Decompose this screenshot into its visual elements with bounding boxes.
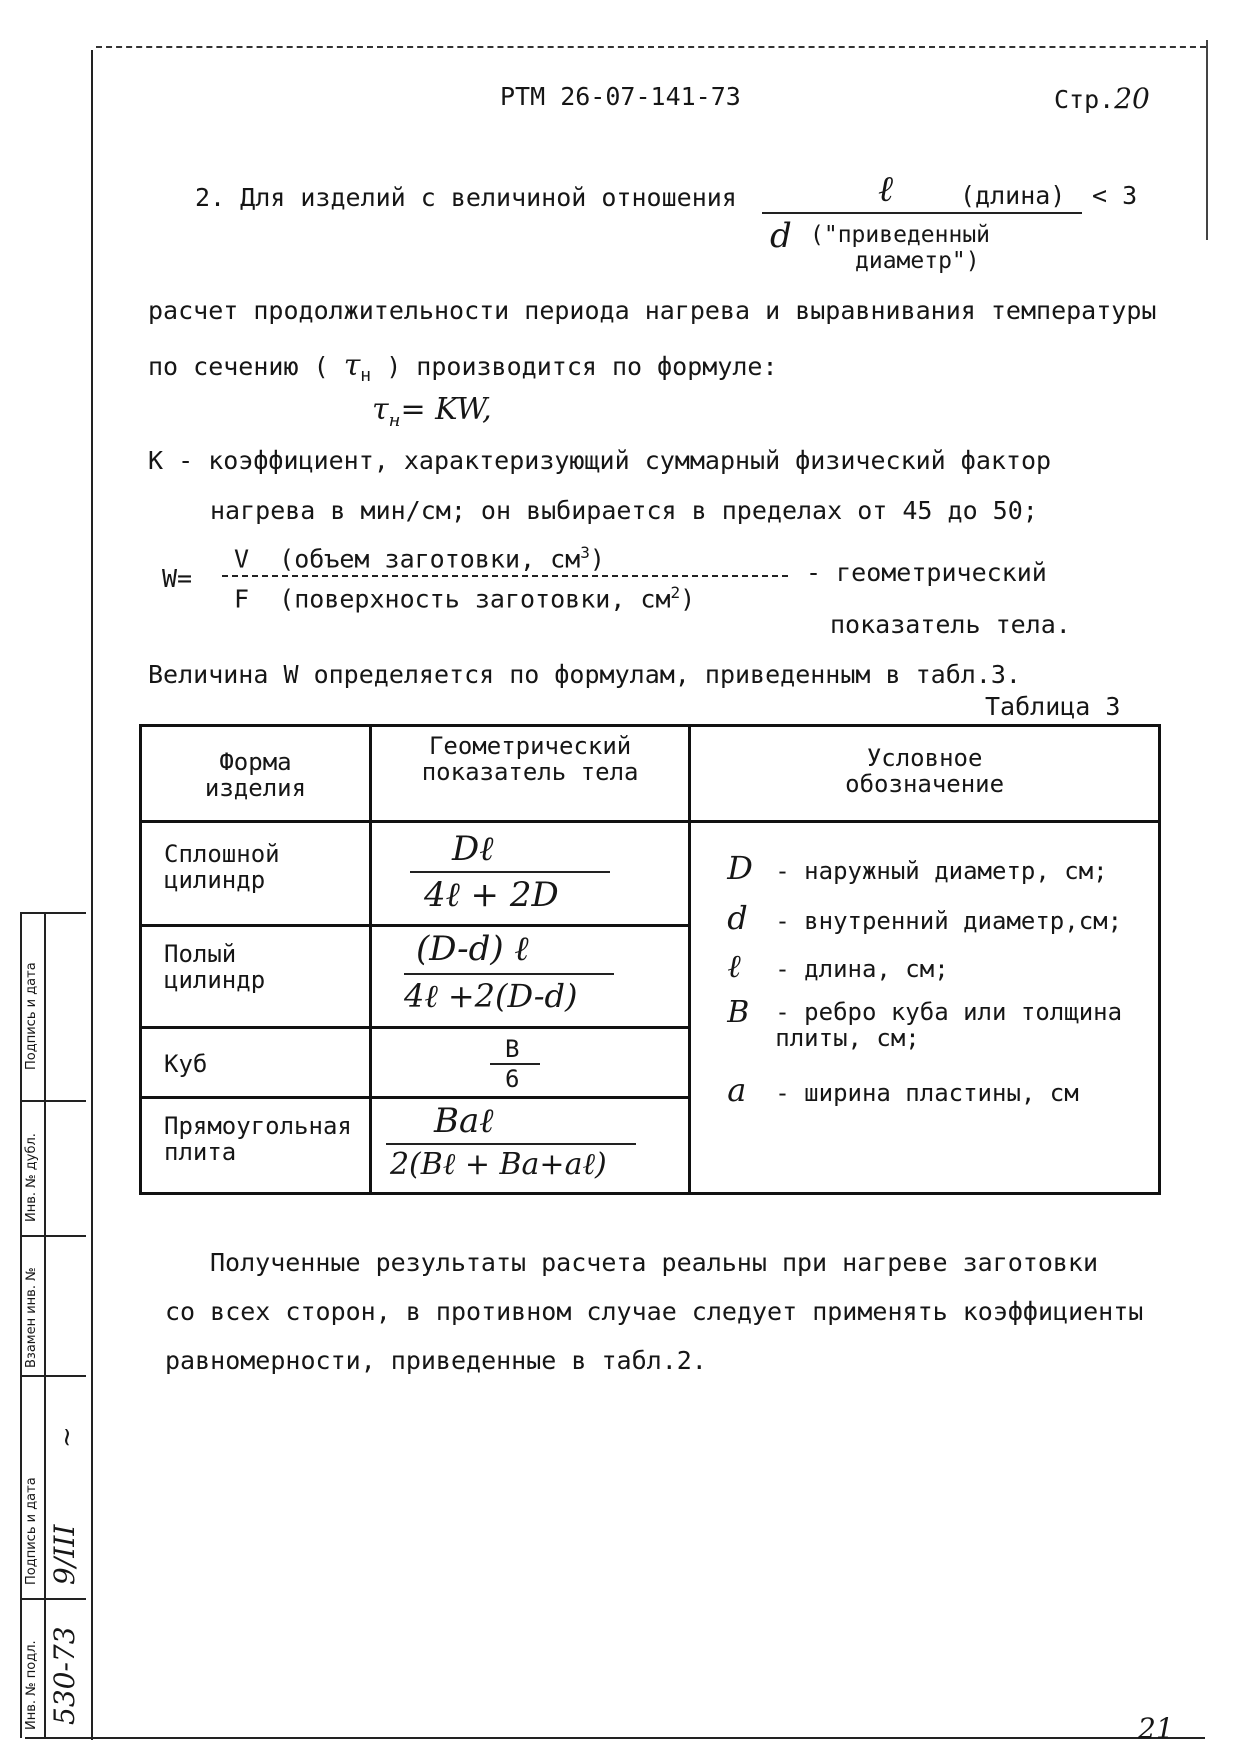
legend-item [727,899,1122,937]
header-geom-text: Геометрический показатель тела [421,732,639,786]
footer-page-number: 21 [1138,1712,1174,1745]
row1-formula [370,822,689,926]
row1-form-text: Сплошной цилиндр [164,840,280,894]
row1-den: 4ℓ + 2D [423,875,559,915]
header-geom [370,726,689,822]
tau-subscript: н [360,365,372,386]
w-den-sup: 2 [670,583,681,602]
header-legend-text: Условное обозначение [845,744,1005,798]
legend-text: - длина, см; [775,955,949,983]
main-formula-lhs: τ [372,392,389,427]
w-num-symbol: V [234,544,250,574]
para2-line1: расчет продолжительности периода нагрева и выравнивания температуры [148,296,1157,325]
legend-text: - наружный диаметр, см; [775,857,1108,885]
stamp-inv-handwritten: 530-73 [48,1626,81,1725]
ratio-compare: < 3 [1092,181,1138,210]
table-row [141,822,1160,926]
row4-form [141,1098,371,1194]
w-numerator [234,543,605,573]
row4-formula [370,1098,689,1194]
row3-num: B [504,1035,520,1063]
ratio-den-symbol: d [770,216,792,256]
legend-item [727,1071,1078,1109]
w-den-close: ) [680,584,696,614]
legend-item [727,849,1107,887]
frame-top-line [96,46,1206,48]
row4-fraction-line [386,1143,636,1145]
stamp-sep-2 [20,1235,86,1237]
frame-bottom-line [25,1737,1205,1739]
w-num-text: (объем заготовки, см [279,544,581,574]
row1-fraction-line [410,871,610,873]
row1-form [141,822,371,926]
legend-item [727,947,948,985]
header-legend [690,726,1160,822]
legend-text: - внутренний диаметр,см; [775,907,1123,935]
tau-symbol: τ [343,348,361,383]
para2-line2-b: ) производится по формуле: [386,352,778,381]
row2-fraction-line [404,973,614,975]
row3-formula [370,1028,689,1098]
row3-form-text: Куб [164,1050,208,1078]
legend-item [727,995,1147,1051]
w-desc-1: - геометрический [806,558,1047,587]
w-fraction-line [222,575,788,577]
frame-right-line [1206,40,1208,240]
row2-num: (D-d) ℓ [415,929,529,969]
header-form [141,726,371,822]
row2-form-text: Полый цилиндр [164,940,266,994]
legend-sym: d [727,899,748,937]
ratio-num-symbol: ℓ [878,169,893,210]
table-caption: Таблица 3 [985,692,1121,721]
doc-code: РТМ 26-07-141-73 [500,82,741,111]
w-den-symbol: F [234,584,250,614]
table-header-row [141,726,1160,822]
stamp-field-dup-inv: Инв. № дубл. [24,1133,39,1222]
page-number: 20 [1114,82,1150,115]
conclusion-line2: со всех сторон, в противном случае следует применять коэффициенты [165,1297,1144,1326]
main-formula [372,392,492,431]
page-label [1054,82,1150,115]
stamp-left-line [20,912,22,1738]
legend-sym: D [727,849,753,887]
stamp-divider-line [44,912,46,1738]
para2-line2-a: по сечению ( [148,352,329,381]
row2-form [141,926,371,1028]
frame-left-line [91,50,93,1740]
row1-num: Dℓ [451,829,494,869]
stamp-field-signature-1: Подпись и дата [24,962,39,1070]
legend-sym: B [727,995,750,1030]
row3-form [141,1028,371,1098]
stamp-top-line [20,912,86,914]
table-3 [139,724,1161,1195]
stamp-field-orig-inv: Инв. № подл. [24,1640,39,1730]
page-label-text: Стр. [1054,85,1115,114]
row4-form-text: Прямоугольная плита [164,1112,352,1166]
row2-formula [370,926,689,1028]
legend-sym: a [727,1071,747,1109]
stamp-field-signature-2: Подпись и дата [24,1477,39,1585]
ratio-fraction-line [762,212,1082,214]
w-denominator [234,583,695,613]
ratio-den-text-2: диаметр") [855,248,980,274]
stamp-sep-3 [20,1375,86,1377]
header-form-text: Форма изделия [204,748,307,802]
conclusion-line3: равномерности, приведенные в табл.2. [165,1346,707,1375]
w-num-sup: 3 [580,543,590,562]
main-formula-sub: н [388,410,401,431]
k-def-line1: К - коэффициент, характеризующий суммарный физический фактор [148,446,1052,475]
legend-text: - ребро куба или толщина плиты, см; [775,998,1123,1052]
row4-num: Baℓ [433,1101,494,1141]
ratio-num-text: (длина) [960,181,1066,210]
stamp-field-replace-inv: Взамен инв. № [24,1267,39,1368]
w-den-text: (поверхность заготовки, см [279,584,671,614]
row4-den: 2(Bℓ + Ba+aℓ) [389,1147,607,1182]
main-formula-rhs: = KW, [400,392,492,427]
w-num-close: ) [589,544,605,574]
conclusion-line1: Полученные результаты расчета реальны при нагреве заготовки [210,1248,1099,1277]
k-def-line2: нагрева в мин/см; он выбирается в пределах от 45 до 50; [210,496,1038,525]
ratio-den-text-1: ("приведенный [810,222,991,248]
w-lhs: W= [162,564,193,593]
stamp-sep-1 [20,1100,86,1102]
para1-intro: 2. Для изделий с величиной отношения [195,183,737,212]
legend-cell [690,822,1160,1194]
legend-sym: ℓ [727,947,741,985]
w-desc-2: показатель тела. [830,610,1071,639]
para2-line2 [148,348,778,386]
row2-den: 4ℓ +2(D-d) [403,977,578,1015]
stamp-signature: ~ [52,1426,82,1448]
row3-den: 6 [504,1065,520,1093]
stamp-sep-4 [20,1598,86,1600]
w-note: Величина W определяется по формулам, приведенным в табл.3. [148,660,1021,689]
legend-text: - ширина пластины, см [775,1079,1079,1107]
stamp-date-handwritten: 9/III [48,1524,81,1585]
